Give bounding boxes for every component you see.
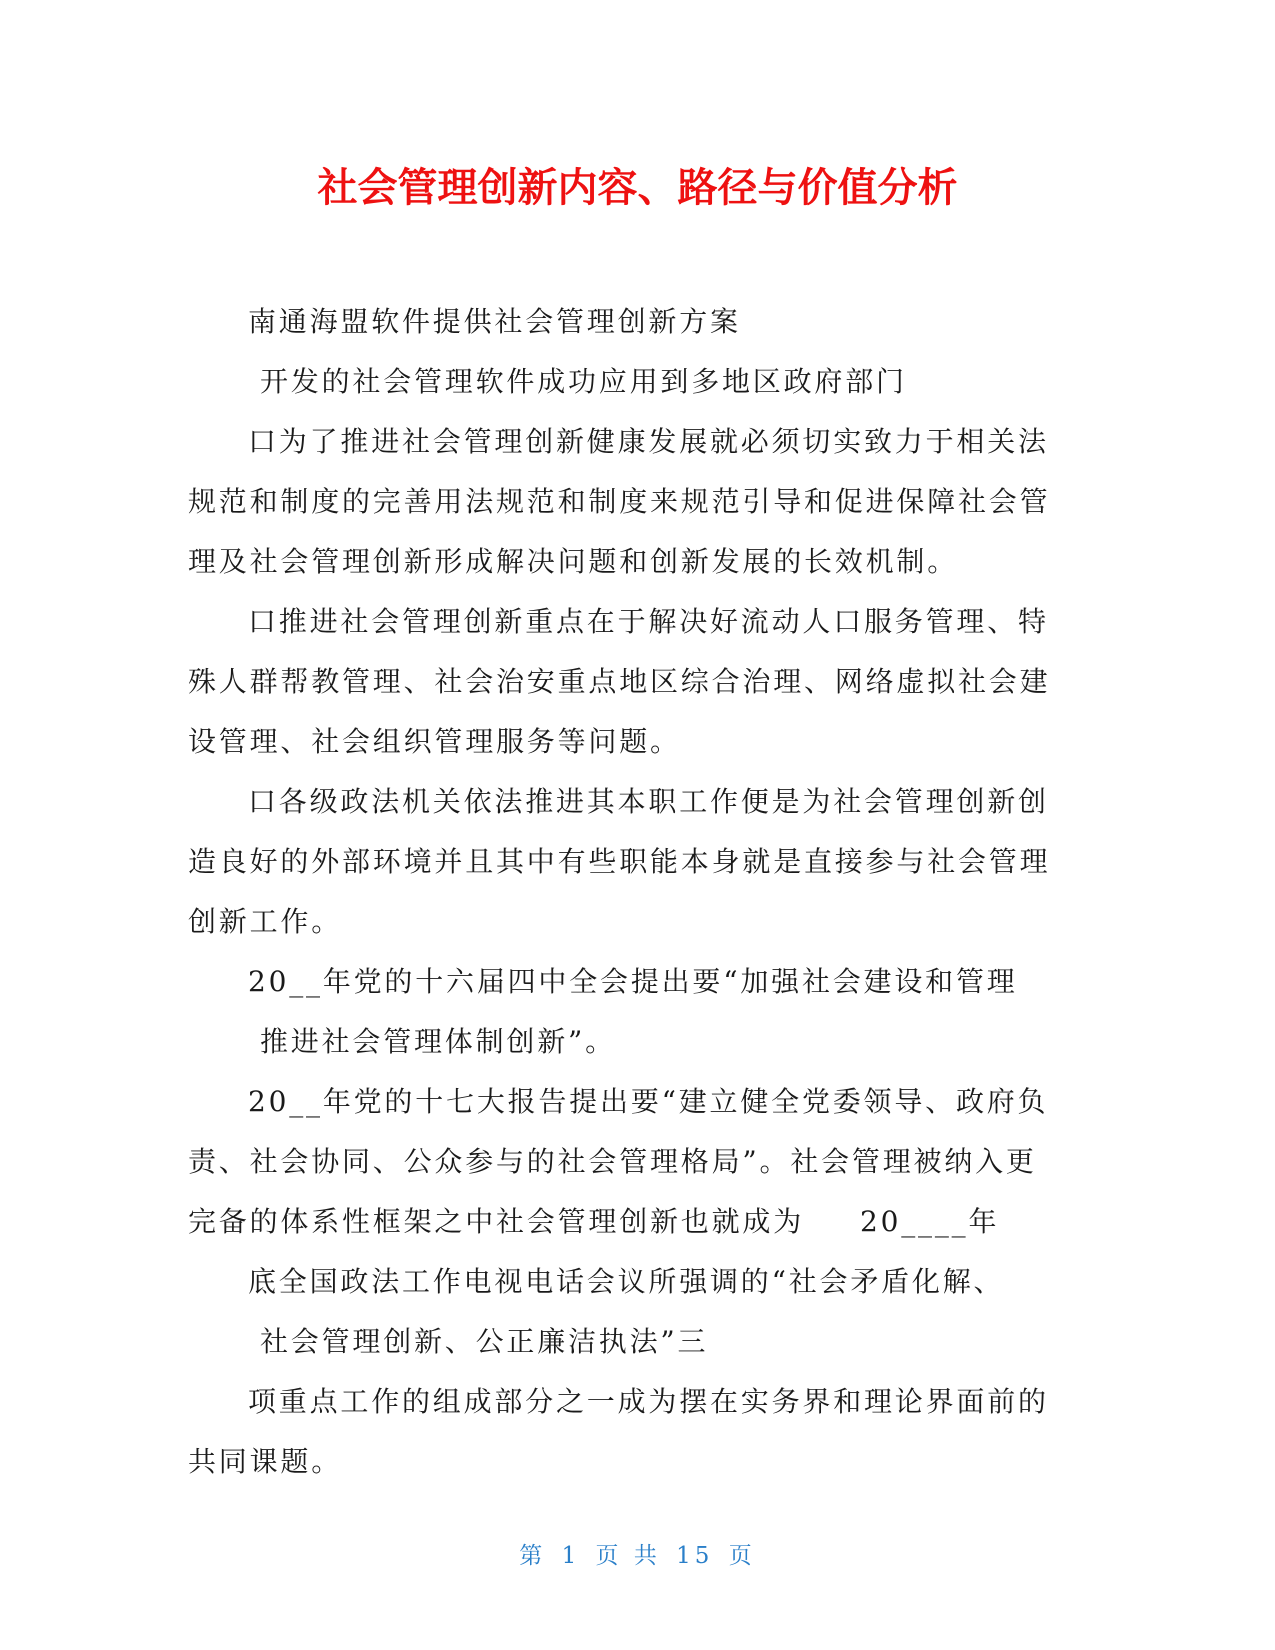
body-line: 推进社会管理体制创新”。 <box>260 1025 616 1058</box>
year-blank: 20____年 <box>860 1205 1000 1238</box>
body-line: 口推进社会管理创新重点在于解决好流动人口服务管理、特 <box>248 605 1049 638</box>
body-line: 殊人群帮教管理、社会治安重点地区综合治理、网络虚拟社会建 <box>188 665 1051 698</box>
footer-prefix: 第 <box>519 1543 547 1569</box>
footer-suffix: 页 <box>728 1543 756 1569</box>
document-body <box>188 292 1068 1492</box>
body-line: 共同课题。 <box>188 1445 343 1478</box>
body-line: 造良好的外部环境并且其中有些职能本身就是直接参与社会管理 <box>188 845 1051 878</box>
body-line: 口各级政法机关依法推进其本职工作便是为社会管理创新创 <box>248 785 1049 818</box>
body-line-text: 完备的体系性框架之中社会管理创新也就成为 <box>188 1205 805 1238</box>
body-line: 南通海盟软件提供社会管理创新方案 <box>248 305 741 338</box>
body-line: 创新工作。 <box>188 905 343 938</box>
body-line: 20__年党的十七大报告提出要“建立健全党委领导、政府负 <box>248 1085 1049 1118</box>
body-line: 开发的社会管理软件成功应用到多地区政府部门 <box>260 365 907 398</box>
body-line: 规范和制度的完善用法规范和制度来规范引导和促进保障社会管 <box>188 485 1051 518</box>
body-line: 项重点工作的组成部分之一成为摆在实务界和理论界面前的 <box>248 1385 1049 1418</box>
footer-middle: 页 共 <box>595 1543 661 1569</box>
body-line: 社会管理创新、公正廉洁执法”三 <box>260 1325 709 1358</box>
page-footer <box>0 1540 1275 1572</box>
document-title: 社会管理创新内容、路径与价值分析 <box>317 165 958 211</box>
body-line: 底全国政法工作电视电话会议所强调的“社会矛盾化解、 <box>248 1265 1005 1298</box>
body-line: 责、社会协同、公众参与的社会管理格局”。社会管理被纳入更 <box>188 1145 1037 1178</box>
body-line-with-year <box>188 1192 1068 1252</box>
body-line: 20__年党的十六届四中全会提出要“加强社会建设和管理 <box>248 965 1018 998</box>
body-line: 设管理、社会组织管理服务等问题。 <box>188 725 681 758</box>
footer-total-pages: 15 <box>676 1543 714 1569</box>
body-line: 理及社会管理创新形成解决问题和创新发展的长效机制。 <box>188 545 959 578</box>
body-line: 口为了推进社会管理创新健康发展就必须切实致力于相关法 <box>248 425 1049 458</box>
footer-page-number: 1 <box>561 1543 581 1569</box>
